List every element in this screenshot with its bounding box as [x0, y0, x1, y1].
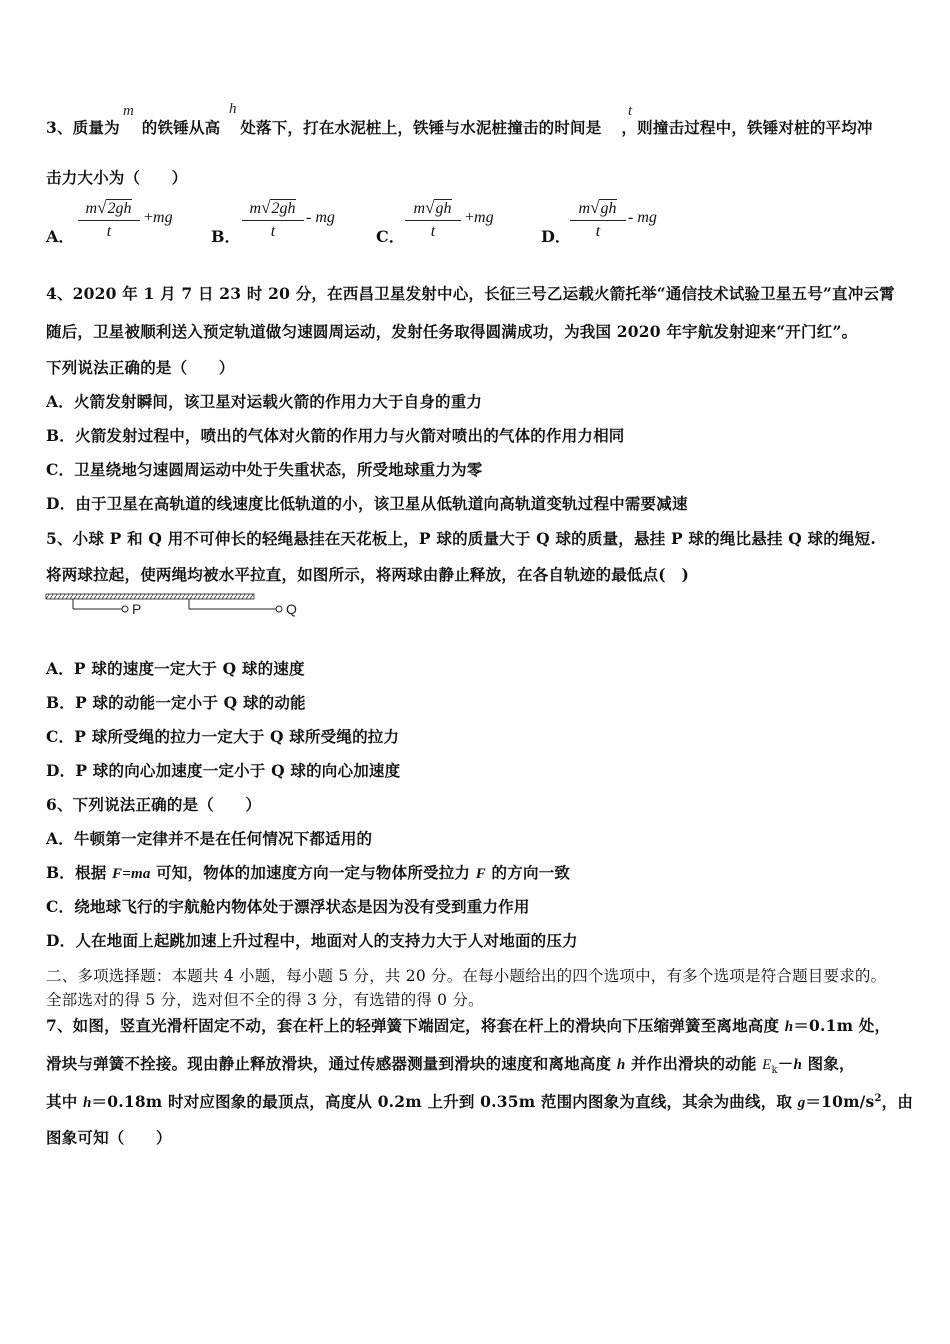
q5-line1: 5、小球 P 和 Q 用不可伸长的轻绳悬挂在天花板上，P 球的质量大于 Q 球的质量，悬挂 P 球的绳比悬挂 Q 球的绳短. — [46, 529, 876, 548]
q7-line4: 图象可知（ ） — [46, 1128, 172, 1147]
q6-option-b: B．根据 F=ma 可知，物体的加速度方向一定与物体所受拉力 F 的方向一致 — [46, 863, 571, 882]
q3-var-m: m — [123, 103, 134, 119]
q7-line2: 滑块与弹簧不拴接。现由静止释放滑块，通过传感器测量到滑块的速度和离地高度 h 并作出滑块的动能 $E_k-h$ 图象， — [46, 1054, 855, 1077]
q3-option-a-label: A． — [46, 227, 75, 246]
label-p: P — [132, 601, 142, 617]
q3-option-b-label: B． — [211, 227, 241, 246]
label-q: Q — [286, 601, 297, 617]
q6-option-a: A．牛顿第一定律并不是在任何情况下都适用的 — [46, 829, 373, 848]
q4-line2: 随后，卫星被顺利送入预定轨道做匀速圆周运动，发射任务取得圆满成功，为我国 2020 年宇航发射迎来“开门红”。 — [46, 322, 858, 341]
q3-option-d-label: D． — [541, 227, 571, 246]
q5-line2: 将两球拉起，使两绳均被水平拉直，如图所示，将两球由静止释放，在各自轨迹的最低点( ) — [46, 565, 690, 584]
q6-option-c: C．绕地球飞行的宇航舱内物体处于漂浮状态是因为没有受到重力作用 — [46, 897, 530, 916]
q5-option-c: C．P 球所受绳的拉力一定大于 Q 球所受绳的拉力 — [46, 727, 400, 746]
q5-option-d: D．P 球的向心加速度一定小于 Q 球的向心加速度 — [46, 761, 401, 780]
q3-option-c-label: C． — [376, 227, 405, 246]
q5-option-a: A．P 球的速度一定大于 Q 球的速度 — [46, 659, 305, 678]
q6-line1: 6、下列说法正确的是（ ） — [46, 795, 262, 814]
q5-pendulum-figure — [44, 590, 314, 626]
q7-line1: 7、如图，竖直光滑杆固定不动，套在杆上的轻弹簧下端固定，将套在杆上的滑块向下压缩弹簧至离地高度 h＝0.1m 处， — [46, 1016, 891, 1035]
q4-option-b: B．火箭发射过程中，喷出的气体对火箭的作用力与火箭对喷出的气体的作用力相同 — [46, 426, 625, 445]
q4-line1: 4、2020 年 1 月 7 日 23 时 20 分，在西昌卫星发射中心，长征三号乙运载火箭托举“通信技术试验卫星五号”直冲云霄 — [46, 284, 895, 303]
q4-option-a: A．火箭发射瞬间，该卫星对运载火箭的作用力大于自身的重力 — [46, 392, 483, 411]
q3-line1: 3、质量为 的铁锤从高 处落下，打在水泥桩上，铁锤与水泥桩撞击的时间是 ，则撞击过程中，铁锤对桩的平均冲 — [46, 118, 873, 137]
q4-line3: 下列说法正确的是（ ） — [46, 358, 235, 377]
q4-option-c: C．卫星绕地匀速圆周运动中处于失重状态，所受地球重力为零 — [46, 460, 483, 479]
q6-option-d: D．人在地面上起跳加速上升过程中，地面对人的支持力大于人对地面的压力 — [46, 931, 578, 950]
section2-heading: 二、多项选择题：本题共 4 小题，每小题 5 分，共 20 分。在每小题给出的四个选项中，有多个选项是符合题目要求的。 — [46, 967, 887, 985]
ball-p — [122, 606, 128, 612]
q4-option-d: D．由于卫星在高轨道的线速度比低轨道的小，该卫星从低轨道向高轨道变轨过程中需要减速 — [46, 494, 688, 513]
q3-var-t: t — [628, 103, 633, 119]
q3-var-h: h — [229, 101, 237, 117]
q3-line2: 击力大小为（ ） — [46, 168, 188, 187]
section2-scoring: 全部选对的得 5 分，选对但不全的得 3 分，有选错的得 0 分。 — [46, 991, 484, 1009]
ball-q — [276, 606, 282, 612]
q5-option-b: B．P 球的动能一定小于 Q 球的动能 — [46, 693, 306, 712]
ceiling — [46, 594, 254, 599]
q7-line3: 其中 h＝0.18m 时对应图象的最顶点，高度从 0.2m 上升到 0.35m 范围内图象为直线，其余为曲线，取 $g=10m/s^2$，由 — [46, 1092, 914, 1111]
